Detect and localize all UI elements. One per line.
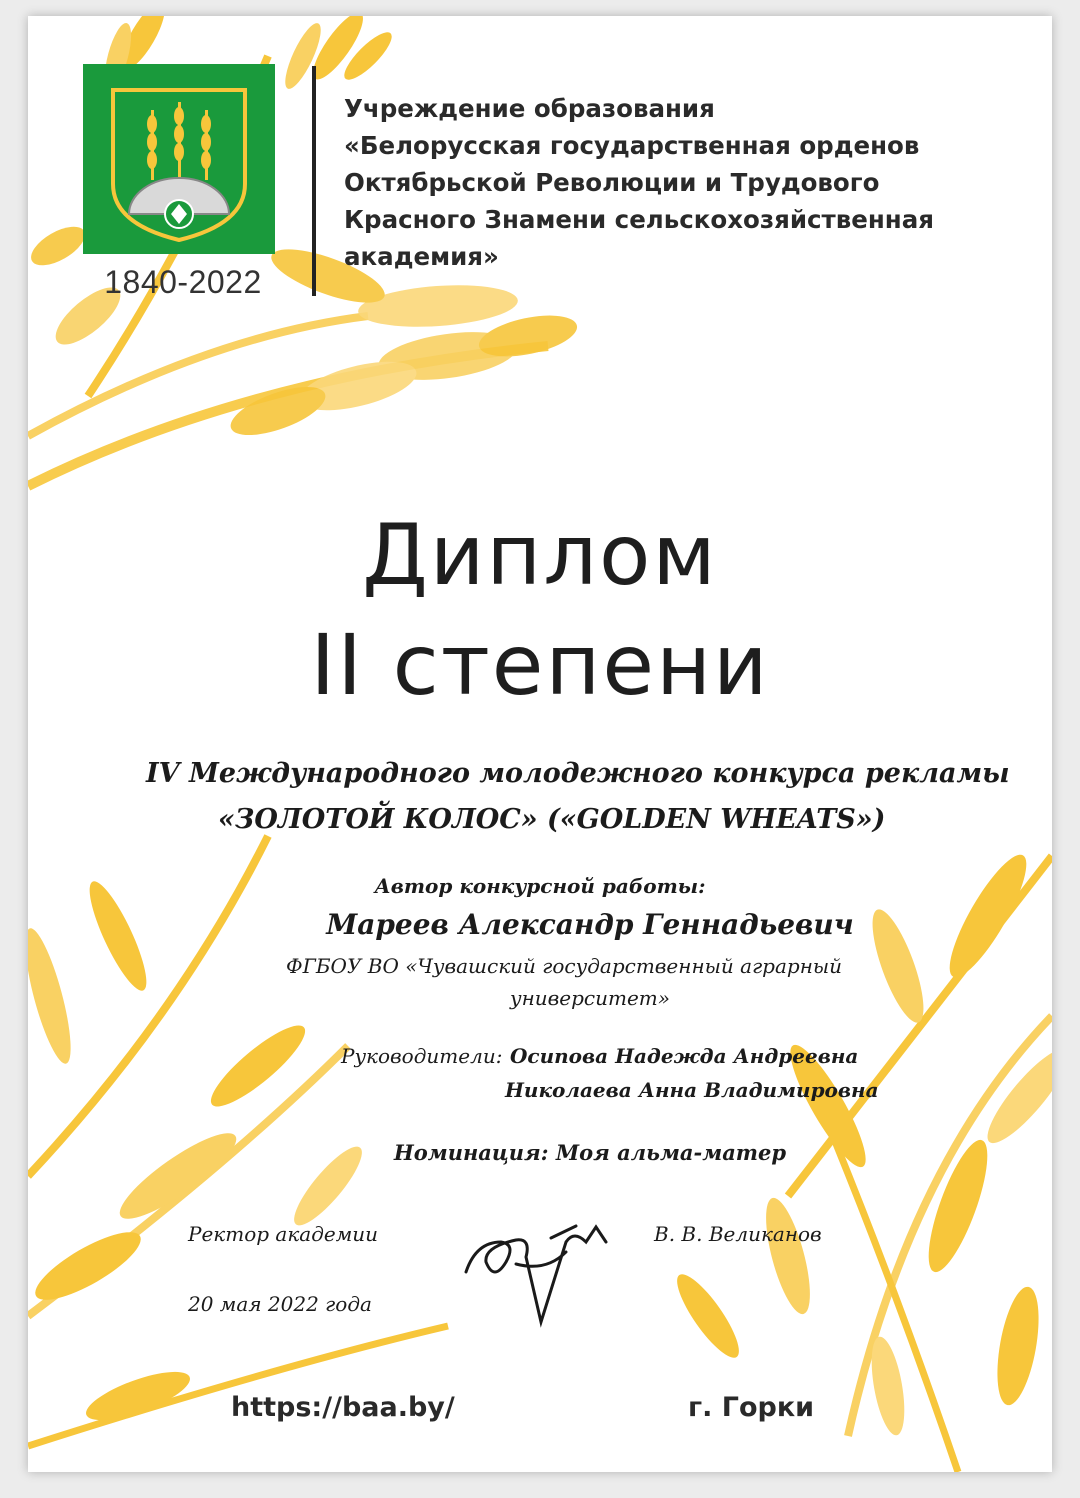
leader-name-1: Осипова Надежда Андреевна bbox=[510, 1044, 859, 1068]
rector-name: В. В. Великанов bbox=[654, 1222, 822, 1246]
contest-line-1: IV Международного молодежного конкурса рекламы bbox=[146, 758, 1010, 789]
institution-line: академия» bbox=[344, 242, 499, 271]
leaders-label: Руководители: bbox=[341, 1044, 503, 1068]
diploma-page bbox=[28, 16, 1052, 1472]
contest-line-2: «ЗОЛОТОЙ КОЛОС» («GOLDEN WHEATS») bbox=[218, 804, 886, 835]
title-line-1: Диплом bbox=[362, 506, 718, 604]
title-line-2: II степени bbox=[310, 616, 770, 714]
organization-line-1: ФГБОУ ВО «Чувашский государственный аграрный bbox=[286, 954, 843, 978]
issue-date: 20 мая 2022 года bbox=[188, 1292, 372, 1316]
website-url: https://baa.by/ bbox=[231, 1392, 455, 1423]
institution-name bbox=[344, 90, 1034, 275]
leader-name-2: Николаева Анна Владимировна bbox=[505, 1078, 879, 1102]
rector-label: Ректор академии bbox=[188, 1222, 379, 1246]
institution-line: Учреждение образования bbox=[344, 94, 715, 123]
diploma-title bbox=[28, 500, 1052, 720]
organization-line-2: университет» bbox=[509, 986, 671, 1010]
signature-icon bbox=[456, 1202, 616, 1332]
author-label: Автор конкурсной работы: bbox=[374, 874, 706, 898]
institution-line: Октябрьской Революции и Трудового bbox=[344, 168, 880, 197]
institution-line: Красного Знамени сельскохозяйственная bbox=[344, 205, 934, 234]
nomination: Номинация: Моя альма-матер bbox=[393, 1140, 787, 1165]
academy-logo bbox=[83, 64, 275, 254]
wheat-gear-emblem-icon bbox=[83, 64, 275, 254]
years-label: 1840-2022 bbox=[104, 264, 262, 300]
institution-line: «Белорусская государственная орденов bbox=[344, 131, 920, 160]
author-name: Мареев Александр Геннадьевич bbox=[326, 908, 854, 941]
header-divider bbox=[312, 66, 316, 296]
city-label: г. Горки bbox=[688, 1392, 815, 1423]
